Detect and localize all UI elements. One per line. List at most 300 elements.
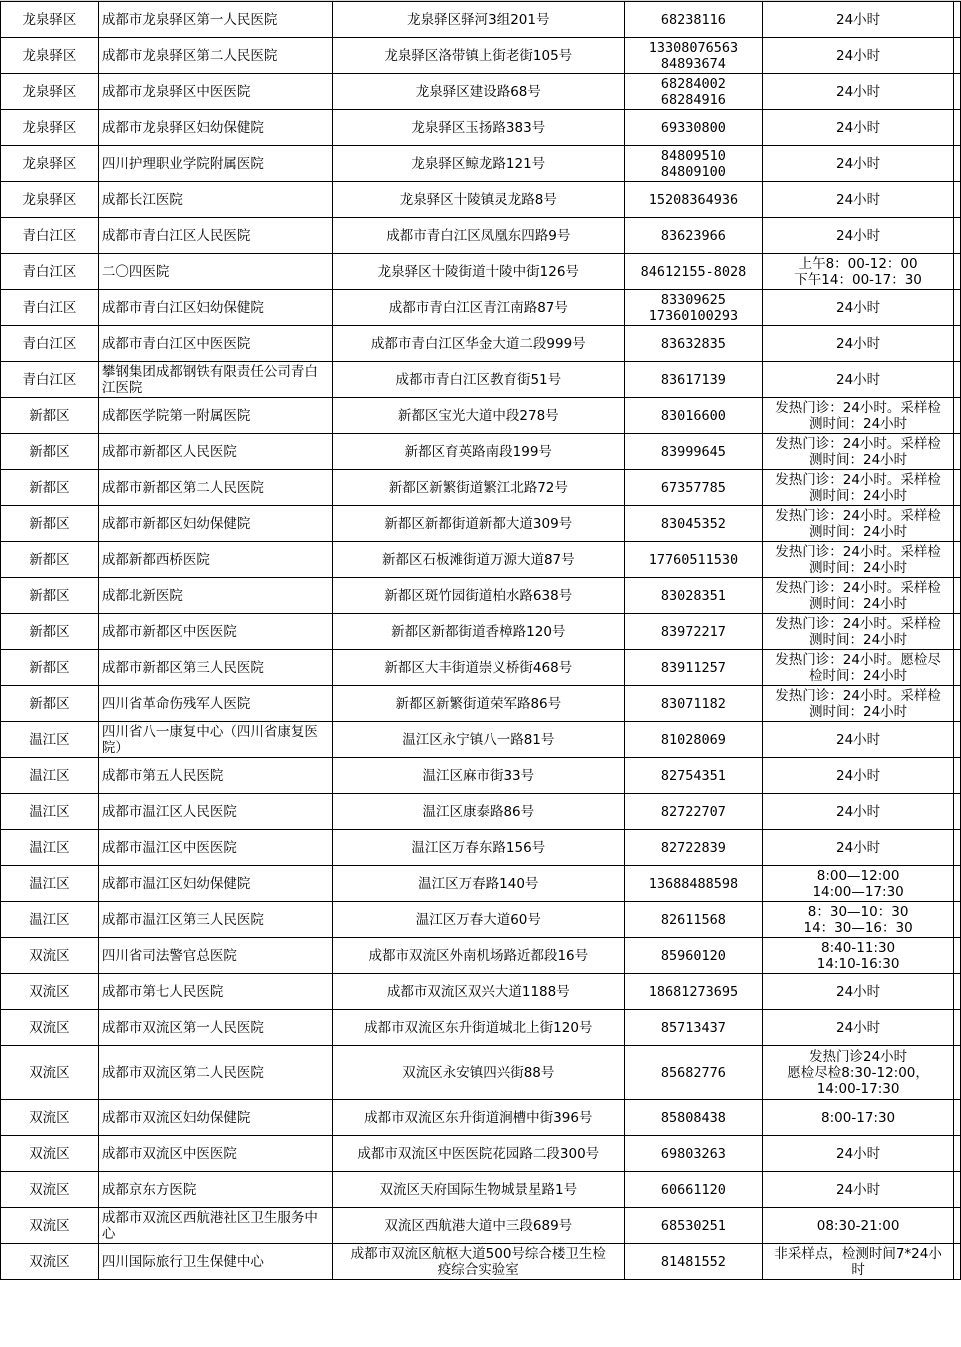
address-line: 新都区宝光大道中段278号	[397, 407, 559, 424]
address-line: 温江区万春大道60号	[415, 911, 541, 928]
address-cell	[333, 1046, 625, 1100]
phone-line: 69330800	[660, 119, 726, 136]
district-cell	[1, 686, 99, 722]
address-cell	[333, 1208, 625, 1244]
hours-line: 测时间：24小时	[809, 703, 908, 720]
table-row	[1, 866, 961, 902]
address-cell	[333, 182, 625, 218]
district-cell	[1, 290, 99, 326]
address-line: 龙泉驿区驿河3组201号	[407, 11, 550, 28]
hours-cell	[763, 506, 954, 542]
table-row	[1, 110, 961, 146]
phone-cell	[624, 290, 763, 326]
hours-line: 24小时	[836, 803, 881, 820]
hours-cell	[763, 1010, 954, 1046]
hours-cell	[763, 218, 954, 254]
phone-line: 68238116	[660, 11, 726, 28]
address-line: 龙泉驿区十陵街道十陵中街126号	[377, 263, 579, 280]
district-text: 龙泉驿区	[22, 155, 77, 172]
phone-line: 82611568	[660, 911, 726, 928]
hospital-name-cell	[98, 614, 332, 650]
hours-cell	[763, 1136, 954, 1172]
district-text: 双流区	[29, 983, 70, 1000]
hours-line: 发热门诊：24小时。采样检	[775, 615, 941, 632]
phone-cell	[624, 1136, 763, 1172]
district-cell	[1, 182, 99, 218]
district-text: 双流区	[29, 1064, 70, 1081]
hours-line: 24小时	[836, 983, 881, 1000]
hours-line: 测时间：24小时	[809, 451, 908, 468]
hours-cell	[763, 398, 954, 434]
hospital-name-cell	[98, 1100, 332, 1136]
district-cell	[1, 902, 99, 938]
address-cell	[333, 686, 625, 722]
right-edge-cell	[953, 938, 960, 974]
address-line: 新都区大丰街道崇义桥街468号	[384, 659, 573, 676]
table-row	[1, 578, 961, 614]
hours-line: 14:10-16:30	[816, 955, 900, 972]
right-edge-cell	[953, 146, 960, 182]
hours-line: 测时间：24小时	[809, 559, 908, 576]
hospital-name-cell	[98, 1010, 332, 1046]
phone-line: 81481552	[660, 1253, 726, 1270]
phone-line: 83632835	[660, 335, 726, 352]
hospital-name-cell	[98, 398, 332, 434]
hours-line: 下午14：00-17：30	[794, 271, 922, 288]
phone-cell	[624, 1046, 763, 1100]
table-row	[1, 398, 961, 434]
phone-line: 85960120	[660, 947, 726, 964]
right-edge-cell	[953, 902, 960, 938]
district-cell	[1, 362, 99, 398]
hours-cell	[763, 1046, 954, 1100]
district-cell	[1, 614, 99, 650]
phone-line: 85682776	[660, 1064, 726, 1081]
hours-cell	[763, 470, 954, 506]
phone-cell	[624, 38, 763, 74]
hospital-name-text: 四川省八一康复中心（四川省康复医院）	[101, 723, 318, 756]
district-cell	[1, 470, 99, 506]
address-line: 双流区天府国际生物城景星路1号	[379, 1181, 578, 1198]
hospital-name-text: 二〇四医院	[101, 263, 170, 280]
hours-line: 24小时	[836, 191, 881, 208]
address-cell	[333, 74, 625, 110]
hours-cell	[763, 866, 954, 902]
right-edge-cell	[953, 506, 960, 542]
hours-line: 发热门诊24小时	[809, 1048, 908, 1065]
hospital-name-cell	[98, 362, 332, 398]
hours-line: 发热门诊：24小时。采样检	[775, 507, 941, 524]
phone-cell	[624, 74, 763, 110]
district-cell	[1, 326, 99, 362]
hours-cell	[763, 1172, 954, 1208]
address-cell	[333, 830, 625, 866]
hospital-name-text: 成都市新都区人民医院	[101, 443, 237, 460]
right-edge-cell	[953, 650, 960, 686]
phone-cell	[624, 2, 763, 38]
district-text: 青白江区	[22, 335, 77, 352]
hours-line: 测时间：24小时	[809, 523, 908, 540]
district-cell	[1, 74, 99, 110]
phone-cell	[624, 578, 763, 614]
hours-line: 24小时	[836, 1019, 881, 1036]
phone-line: 68284916	[660, 91, 726, 108]
hours-line: 检时间：24小时	[809, 667, 908, 684]
address-line: 成都市青白江区凤凰东四路9号	[386, 227, 571, 244]
right-edge-cell	[953, 1136, 960, 1172]
hospital-name-text: 成都市温江区第三人民医院	[101, 911, 264, 928]
district-cell	[1, 1172, 99, 1208]
hours-line: 8:40-11:30	[821, 939, 896, 956]
phone-line: 83911257	[660, 659, 726, 676]
hospital-name-cell	[98, 974, 332, 1010]
hours-line: 测时间：24小时	[809, 595, 908, 612]
hours-line: 发热门诊：24小时。采样检	[775, 687, 941, 704]
address-cell	[333, 758, 625, 794]
address-line: 成都市青白江区青江南路87号	[388, 299, 568, 316]
table-row	[1, 758, 961, 794]
right-edge-cell	[953, 866, 960, 902]
phone-cell	[624, 1010, 763, 1046]
district-text: 新都区	[29, 695, 70, 712]
hospital-name-cell	[98, 686, 332, 722]
hospital-name-text: 成都市双流区西航港社区卫生服务中心	[101, 1209, 318, 1242]
district-text: 龙泉驿区	[22, 11, 77, 28]
address-cell	[333, 506, 625, 542]
table-row	[1, 1244, 961, 1280]
hours-line: 24小时	[836, 371, 881, 388]
right-edge-cell	[953, 326, 960, 362]
hours-line: 非采样点，检测时间7*24小	[774, 1245, 942, 1262]
hours-cell	[763, 1100, 954, 1136]
district-cell	[1, 398, 99, 434]
hospital-name-cell	[98, 290, 332, 326]
hours-line: 24小时	[836, 1181, 881, 1198]
district-cell	[1, 1046, 99, 1100]
district-text: 龙泉驿区	[22, 119, 77, 136]
district-cell	[1, 830, 99, 866]
hours-cell	[763, 722, 954, 758]
address-line: 成都市双流区双兴大道1188号	[386, 983, 570, 1000]
hospital-name-text: 成都市第七人民医院	[101, 983, 224, 1000]
phone-line: 60661120	[660, 1181, 726, 1198]
district-cell	[1, 758, 99, 794]
right-edge-cell	[953, 1208, 960, 1244]
district-text: 双流区	[29, 1145, 70, 1162]
address-line: 龙泉驿区建设路68号	[415, 83, 541, 100]
hospital-name-text: 四川国际旅行卫生保健中心	[101, 1253, 264, 1270]
right-edge-cell	[953, 218, 960, 254]
phone-cell	[624, 686, 763, 722]
district-text: 双流区	[29, 1109, 70, 1126]
hospital-name-text: 成都市青白江区妇幼保健院	[101, 299, 264, 316]
address-cell	[333, 434, 625, 470]
district-text: 青白江区	[22, 227, 77, 244]
district-cell	[1, 218, 99, 254]
address-cell	[333, 2, 625, 38]
phone-cell	[624, 866, 763, 902]
right-edge-cell	[953, 110, 960, 146]
address-line: 双流区西航港大道中三段689号	[384, 1217, 573, 1234]
address-line: 成都市双流区外南机场路近都段16号	[368, 947, 589, 964]
right-edge-cell	[953, 542, 960, 578]
phone-cell	[624, 470, 763, 506]
phone-line: 82754351	[660, 767, 726, 784]
hospital-name-cell	[98, 254, 332, 290]
hours-cell	[763, 254, 954, 290]
hours-line: 时	[851, 1261, 865, 1278]
hospital-name-cell	[98, 1244, 332, 1280]
right-edge-cell	[953, 2, 960, 38]
district-text: 温江区	[29, 803, 70, 820]
district-cell	[1, 1244, 99, 1280]
phone-line: 84809100	[660, 163, 726, 180]
hospital-name-cell	[98, 1172, 332, 1208]
address-line: 温江区永宁镇八一路81号	[402, 731, 555, 748]
table-row	[1, 362, 961, 398]
phone-cell	[624, 542, 763, 578]
hospital-name-cell	[98, 38, 332, 74]
address-cell	[333, 290, 625, 326]
address-cell	[333, 974, 625, 1010]
hours-line: 24小时	[836, 47, 881, 64]
table-row	[1, 506, 961, 542]
phone-line: 69803263	[660, 1145, 726, 1162]
hospital-name-text: 成都市新都区第二人民医院	[101, 479, 264, 496]
table-row	[1, 254, 961, 290]
phone-cell	[624, 938, 763, 974]
district-text: 龙泉驿区	[22, 83, 77, 100]
table-row	[1, 290, 961, 326]
table-row	[1, 38, 961, 74]
district-cell	[1, 866, 99, 902]
district-cell	[1, 38, 99, 74]
table-row	[1, 1100, 961, 1136]
address-line: 成都市双流区中医医院花园路二段300号	[357, 1145, 600, 1162]
phone-cell	[624, 182, 763, 218]
address-cell	[333, 722, 625, 758]
hospital-name-cell	[98, 182, 332, 218]
hospital-name-text: 成都市青白江区中医医院	[101, 335, 251, 352]
hours-line: 14:00-17:30	[816, 1080, 900, 1097]
hours-line: 8:00-17:30	[821, 1109, 896, 1126]
district-text: 温江区	[29, 767, 70, 784]
phone-line: 85808438	[660, 1109, 726, 1126]
address-cell	[333, 470, 625, 506]
district-cell	[1, 1208, 99, 1244]
right-edge-cell	[953, 686, 960, 722]
table-row	[1, 470, 961, 506]
table-row	[1, 722, 961, 758]
phone-line: 82722839	[660, 839, 726, 856]
district-text: 新都区	[29, 479, 70, 496]
hospital-name-cell	[98, 722, 332, 758]
hours-cell	[763, 830, 954, 866]
address-cell	[333, 650, 625, 686]
table-row	[1, 1208, 961, 1244]
address-line: 新都区新繁街道繁江北路72号	[388, 479, 568, 496]
hospital-name-cell	[98, 794, 332, 830]
right-edge-cell	[953, 290, 960, 326]
hours-cell	[763, 542, 954, 578]
district-text: 双流区	[29, 1019, 70, 1036]
district-text: 青白江区	[22, 263, 77, 280]
hours-line: 24小时	[836, 767, 881, 784]
hours-cell	[763, 146, 954, 182]
phone-cell	[624, 1100, 763, 1136]
address-line: 温江区万春东路156号	[411, 839, 546, 856]
hospital-name-cell	[98, 1046, 332, 1100]
phone-line: 84893674	[660, 55, 726, 72]
hours-cell	[763, 74, 954, 110]
hours-cell	[763, 326, 954, 362]
address-line: 疫综合实验室	[437, 1261, 519, 1278]
right-edge-cell	[953, 74, 960, 110]
address-cell	[333, 866, 625, 902]
table-row	[1, 542, 961, 578]
district-text: 双流区	[29, 947, 70, 964]
address-line: 新都区新都街道新都大道309号	[384, 515, 573, 532]
phone-cell	[624, 146, 763, 182]
district-text: 新都区	[29, 587, 70, 604]
hospital-name-cell	[98, 2, 332, 38]
phone-cell	[624, 326, 763, 362]
address-cell	[333, 614, 625, 650]
hours-cell	[763, 182, 954, 218]
hospital-name-cell	[98, 938, 332, 974]
right-edge-cell	[953, 362, 960, 398]
phone-line: 18681273695	[648, 983, 739, 1000]
address-cell	[333, 326, 625, 362]
hospital-name-text: 成都新都西桥医院	[101, 551, 210, 568]
hours-cell	[763, 974, 954, 1010]
address-cell	[333, 362, 625, 398]
hospital-name-cell	[98, 506, 332, 542]
right-edge-cell	[953, 614, 960, 650]
phone-cell	[624, 398, 763, 434]
district-cell	[1, 2, 99, 38]
hospital-name-text: 成都市双流区中医医院	[101, 1145, 237, 1162]
phone-line: 83309625	[660, 291, 726, 308]
hospital-name-cell	[98, 1136, 332, 1172]
hours-line: 愿检尽检8:30-12:00，	[787, 1064, 929, 1081]
phone-line: 83999645	[660, 443, 726, 460]
address-cell	[333, 146, 625, 182]
district-text: 新都区	[29, 443, 70, 460]
address-cell	[333, 218, 625, 254]
right-edge-cell	[953, 254, 960, 290]
hospital-name-cell	[98, 578, 332, 614]
table-row	[1, 974, 961, 1010]
phone-line: 67357785	[660, 479, 726, 496]
district-text: 青白江区	[22, 299, 77, 316]
address-line: 龙泉驿区十陵镇灵龙路8号	[399, 191, 557, 208]
hours-cell	[763, 650, 954, 686]
hours-line: 发热门诊：24小时。采样检	[775, 579, 941, 596]
hours-line: 发热门诊：24小时。愿检尽	[775, 651, 941, 668]
hospital-name-cell	[98, 866, 332, 902]
address-line: 新都区石板滩街道万源大道87号	[381, 551, 575, 568]
hospital-name-text: 成都长江医院	[101, 191, 183, 208]
address-cell	[333, 542, 625, 578]
hours-line: 24小时	[836, 119, 881, 136]
phone-cell	[624, 614, 763, 650]
district-text: 双流区	[29, 1253, 70, 1270]
phone-cell	[624, 506, 763, 542]
hours-cell	[763, 1244, 954, 1280]
hospital-name-cell	[98, 218, 332, 254]
address-line: 温江区麻市街33号	[422, 767, 535, 784]
hours-cell	[763, 38, 954, 74]
district-cell	[1, 1010, 99, 1046]
hospital-name-cell	[98, 1208, 332, 1244]
district-cell	[1, 434, 99, 470]
district-cell	[1, 794, 99, 830]
address-line: 龙泉驿区玉扬路383号	[411, 119, 546, 136]
table-row	[1, 1046, 961, 1100]
address-cell	[333, 254, 625, 290]
table-row	[1, 1010, 961, 1046]
phone-cell	[624, 758, 763, 794]
hospital-name-cell	[98, 146, 332, 182]
address-cell	[333, 578, 625, 614]
hours-cell	[763, 578, 954, 614]
address-line: 温江区康泰路86号	[422, 803, 535, 820]
right-edge-cell	[953, 1100, 960, 1136]
hours-line: 08:30-21:00	[816, 1217, 900, 1234]
phone-line: 81028069	[660, 731, 726, 748]
address-cell	[333, 38, 625, 74]
district-text: 青白江区	[22, 371, 77, 388]
hours-line: 24小时	[836, 335, 881, 352]
phone-cell	[624, 1208, 763, 1244]
address-line: 成都市双流区航枢大道500号综合楼卫生检	[350, 1245, 606, 1262]
address-cell	[333, 1244, 625, 1280]
hospital-name-text: 成都市新都区中医医院	[101, 623, 237, 640]
district-text: 双流区	[29, 1217, 70, 1234]
phone-line: 68530251	[660, 1217, 726, 1234]
table-row	[1, 326, 961, 362]
district-cell	[1, 1136, 99, 1172]
address-line: 双流区永安镇四兴街88号	[402, 1064, 555, 1081]
hours-line: 24小时	[836, 83, 881, 100]
hours-cell	[763, 362, 954, 398]
hospital-name-text: 成都市双流区第一人民医院	[101, 1019, 264, 1036]
address-cell	[333, 1010, 625, 1046]
right-edge-cell	[953, 38, 960, 74]
table-row	[1, 794, 961, 830]
hospital-name-text: 成都北新医院	[101, 587, 183, 604]
table-row	[1, 1136, 961, 1172]
phone-cell	[624, 794, 763, 830]
right-edge-cell	[953, 182, 960, 218]
phone-cell	[624, 218, 763, 254]
table-row	[1, 218, 961, 254]
phone-cell	[624, 434, 763, 470]
hospital-name-text: 成都市温江区中医医院	[101, 839, 237, 856]
phone-line: 83972217	[660, 623, 726, 640]
phone-line: 84612155-8028	[640, 263, 747, 280]
district-text: 温江区	[29, 911, 70, 928]
hours-cell	[763, 110, 954, 146]
address-cell	[333, 1172, 625, 1208]
table-row	[1, 74, 961, 110]
hours-cell	[763, 758, 954, 794]
phone-cell	[624, 974, 763, 1010]
hours-line: 8:00—12:00	[816, 867, 900, 884]
district-text: 温江区	[29, 731, 70, 748]
table-row	[1, 650, 961, 686]
